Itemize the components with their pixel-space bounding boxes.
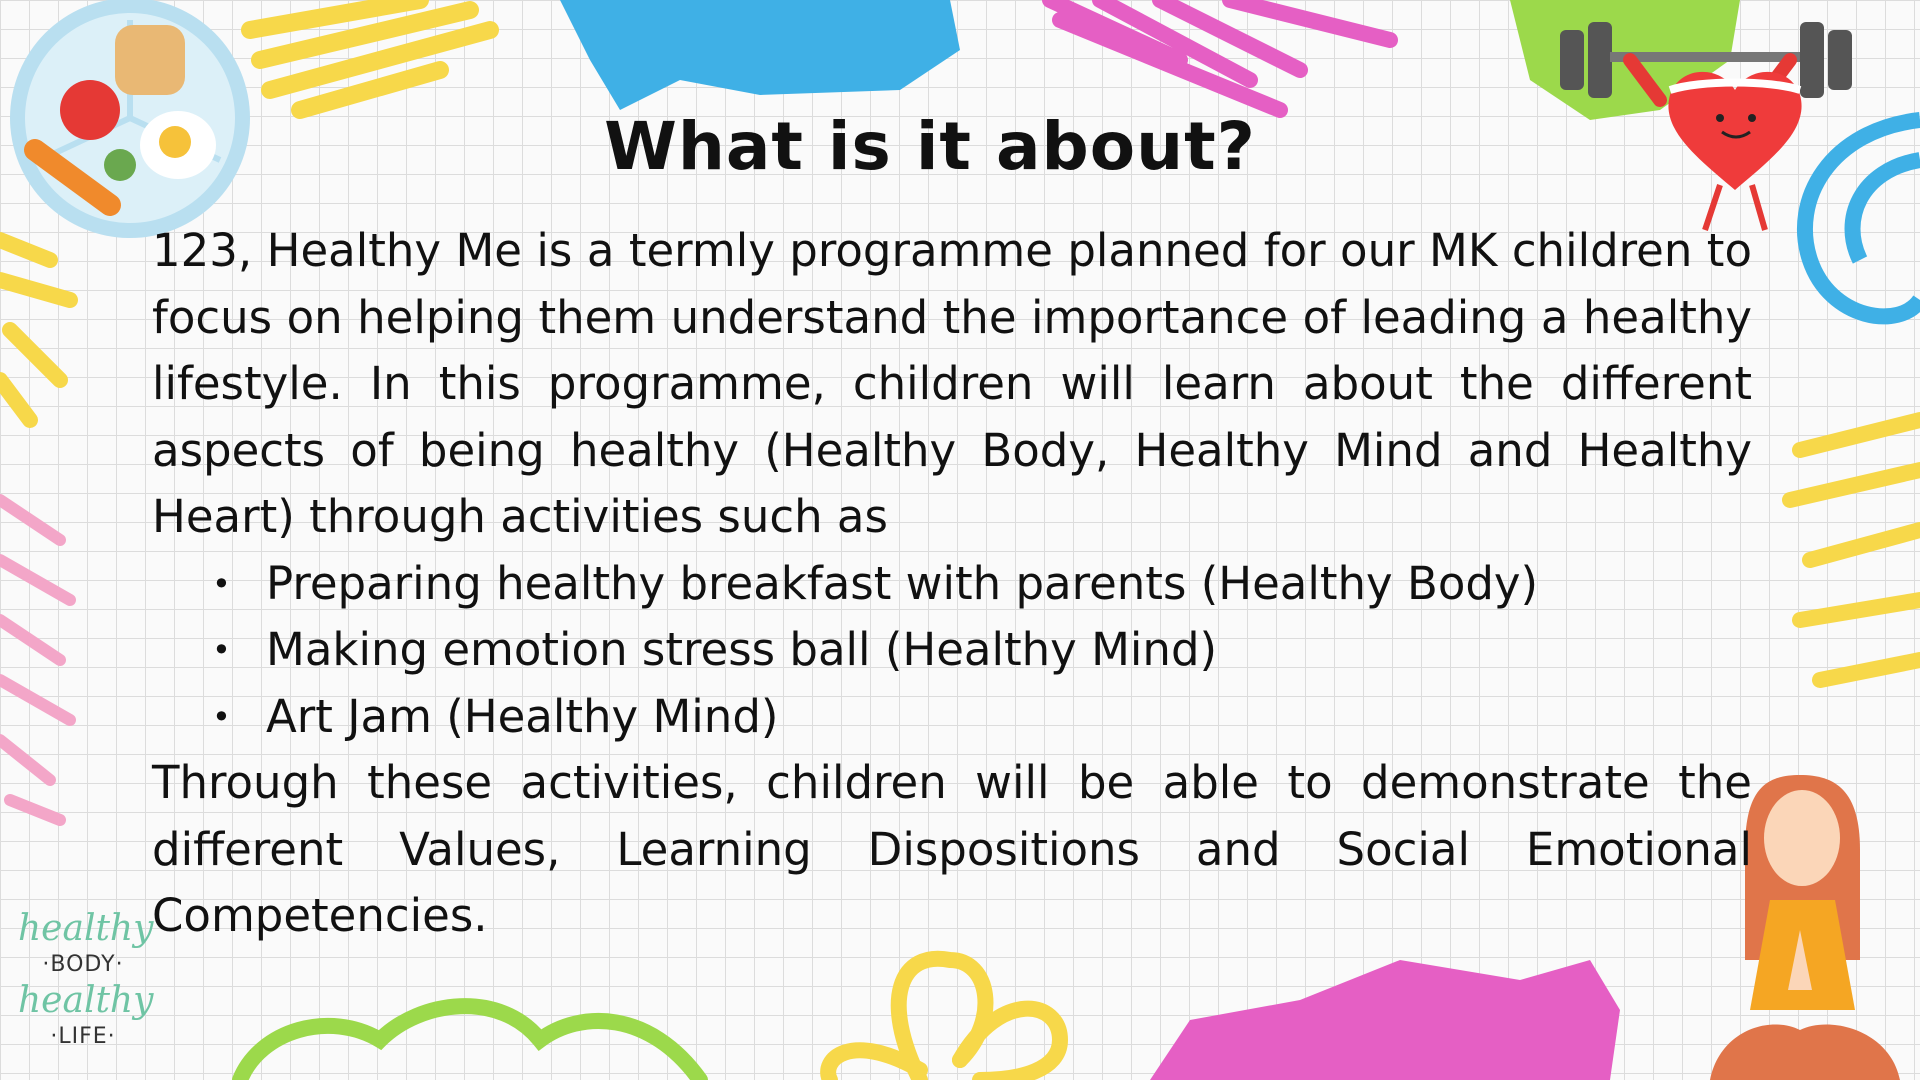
brand-line-2: ·BODY· bbox=[42, 952, 124, 977]
activity-list bbox=[152, 551, 1752, 751]
blue-scribble-top bbox=[560, 0, 960, 110]
slide-title: What is it about? bbox=[604, 108, 1256, 185]
brand-line-3: healthy bbox=[18, 980, 154, 1021]
flower-scribble-icon bbox=[828, 959, 1060, 1080]
list-item: • Preparing healthy breakfast with parents (Healthy Body) bbox=[152, 551, 1752, 618]
yellow-scribble-left bbox=[0, 240, 70, 420]
pink-scribble-bottom bbox=[1150, 960, 1620, 1080]
green-scribble-bottom bbox=[240, 1006, 700, 1080]
pink-scribble-top bbox=[1050, 0, 1390, 110]
healthy-body-healthy-life-logo bbox=[18, 908, 154, 1054]
yellow-scribble-top bbox=[250, 0, 490, 110]
conclusion-paragraph: Through these activities, children will be able to demonstrate the different Values, Learning Dispositions and Social Emotional Competencies. bbox=[152, 756, 1752, 942]
list-item: • Making emotion stress ball (Healthy Mind) bbox=[152, 617, 1752, 684]
yellow-scribble-right bbox=[1790, 420, 1920, 680]
content-body bbox=[152, 218, 1752, 950]
list-item: • Art Jam (Healthy Mind) bbox=[152, 684, 1752, 751]
brand-line-1: healthy bbox=[18, 908, 154, 949]
pink-scribble-left bbox=[0, 500, 70, 820]
intro-paragraph: 123, Healthy Me is a termly programme planned for our MK children to focus on helping them understand the importance of leading a healthy lifestyle. In this programme, children will learn about the different aspects of being healthy (Healthy Body, Healthy Mind and Healthy Heart) through activities such as bbox=[152, 224, 1752, 543]
brand-line-4: ·LIFE· bbox=[50, 1024, 116, 1049]
